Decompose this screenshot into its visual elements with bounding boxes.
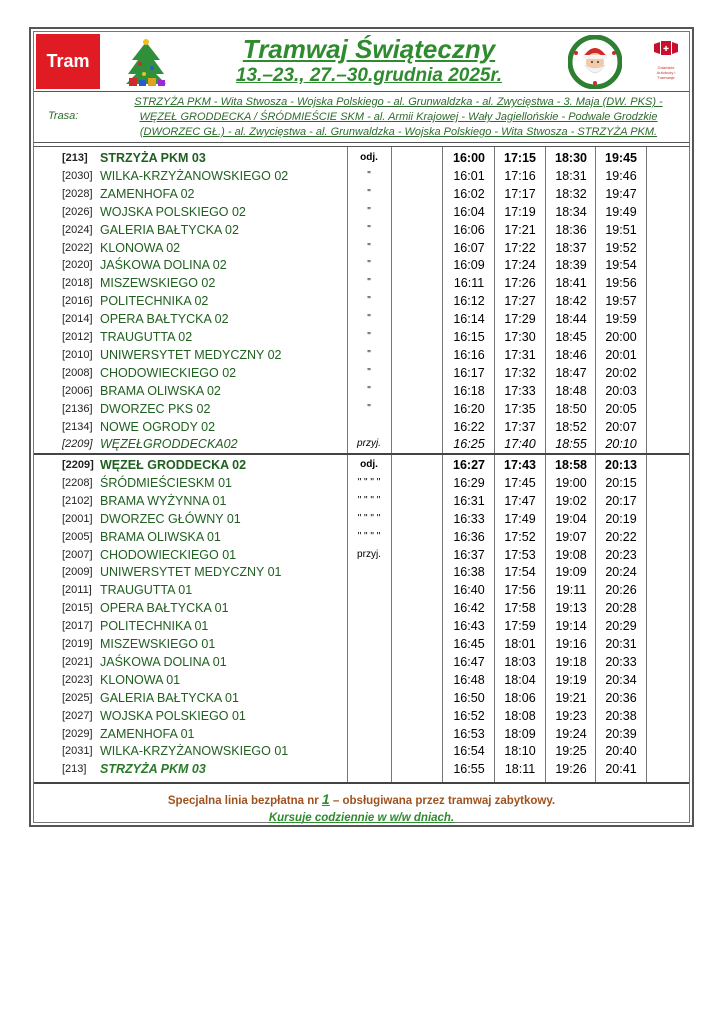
departure-time: 20:07 [605, 419, 637, 434]
departure-time: 16:52 [453, 708, 485, 723]
stop-code: [2030] [62, 169, 93, 182]
departure-time: 19:59 [605, 312, 637, 327]
stop-code: [2102] [62, 494, 93, 507]
departure-time: 18:55 [555, 437, 587, 452]
departure-time: 19:08 [555, 547, 587, 562]
stop-note: " " " " [357, 476, 381, 488]
departure-time: 18:42 [555, 294, 587, 309]
departure-time: 16:11 [453, 276, 485, 291]
stop-code: [2006] [62, 384, 93, 397]
departure-time: 19:14 [555, 619, 587, 634]
stop-code: [2005] [62, 530, 93, 543]
departure-time: 19:46 [605, 168, 637, 183]
stop-code: [2209] [62, 438, 93, 451]
santa-wreath-icon [568, 35, 622, 89]
stop-code: [2011] [62, 584, 92, 597]
departure-time: 20:41 [605, 762, 637, 777]
stop-code: [2012] [62, 331, 93, 343]
stop-name: ŚRÓDMIEŚCIESKM 01 [100, 475, 232, 490]
departure-time: 16:48 [453, 672, 485, 687]
stop-name: DWORZEC PKS 02 [100, 401, 211, 416]
departure-time: 17:58 [504, 601, 536, 616]
departure-time: 19:19 [555, 672, 587, 687]
table-row [34, 456, 689, 474]
timetable-inner [33, 31, 690, 823]
stop-code: [2029] [62, 727, 93, 740]
stop-name: GALERIA BAŁTYCKA 01 [100, 690, 239, 705]
departure-time: 19:23 [555, 708, 587, 723]
stop-code: [2022] [62, 241, 93, 254]
departure-time: 17:27 [504, 294, 536, 309]
departure-time: 16:22 [453, 419, 485, 434]
departure-time: 16:17 [453, 365, 485, 380]
departure-time: 17:21 [504, 222, 536, 237]
departure-time: 17:29 [504, 312, 536, 327]
departure-time: 16:53 [453, 726, 485, 741]
table-row [34, 185, 689, 203]
departure-time: 16:04 [453, 204, 485, 219]
departure-time: 16:31 [453, 493, 485, 508]
stop-code: [2009] [62, 566, 93, 579]
stop-code: [2023] [62, 673, 93, 686]
table-row [34, 310, 689, 328]
table-row [34, 346, 689, 364]
stop-code: [2016] [62, 295, 93, 308]
departure-time: 18:50 [555, 401, 587, 416]
departure-time: 17:33 [504, 383, 536, 398]
stop-name: POLITECHNIKA 02 [100, 294, 209, 309]
departure-time: 19:09 [555, 565, 587, 580]
stop-code: [2209] [62, 459, 94, 471]
stop-name: BRAMA OLIWSKA 01 [100, 529, 221, 544]
stop-code: [2028] [62, 187, 93, 200]
crest-icon [652, 38, 680, 60]
stop-name: WILKA-KRZYŻANOWSKIEGO 02 [100, 168, 289, 183]
stop-name: GALERIA BAŁTYCKA 02 [100, 222, 239, 237]
stop-code: [2031] [62, 745, 93, 758]
departure-time: 18:11 [504, 762, 536, 777]
stop-name: TRAUGUTTA 01 [100, 583, 193, 598]
stop-code: [2027] [62, 709, 93, 722]
departure-time: 19:07 [555, 529, 587, 544]
departure-time: 16:20 [453, 401, 485, 416]
departure-time: 17:53 [504, 547, 536, 562]
departure-time: 18:52 [555, 419, 587, 434]
stop-note: " [367, 223, 371, 235]
stop-name: POLITECHNIKA 01 [100, 619, 209, 634]
departure-time: 20:31 [605, 637, 637, 651]
stop-note: " [367, 259, 371, 271]
departure-time: 18:44 [555, 312, 587, 327]
departure-time: 20:33 [605, 654, 637, 669]
departure-time: 16:25 [453, 437, 485, 452]
departure-time: 20:24 [605, 565, 637, 580]
stop-name: KLONOWA 01 [100, 672, 181, 687]
departure-time: 16:14 [453, 312, 485, 327]
departure-time: 17:49 [504, 511, 536, 526]
departure-time: 16:27 [453, 458, 485, 472]
departure-time: 19:52 [605, 240, 637, 255]
departure-time: 18:46 [555, 347, 587, 362]
stop-note: przyj. [357, 438, 381, 450]
table-row [34, 563, 689, 581]
departure-time: 20:01 [605, 347, 637, 362]
stop-name: NOWE OGRODY 02 [100, 419, 216, 434]
stop-code: [2014] [62, 313, 93, 326]
table-row [34, 725, 689, 743]
route-section [34, 93, 689, 143]
departure-time: 19:18 [555, 654, 587, 669]
stop-name: OPERA BAŁTYCKA 02 [100, 312, 229, 327]
departure-time: 16:55 [453, 762, 485, 777]
departure-time: 20:39 [605, 726, 637, 741]
departure-time: 19:57 [605, 294, 637, 309]
departure-time: 20:05 [605, 401, 637, 416]
stop-name: UNIWERSYTET MEDYCZNY 01 [100, 565, 282, 580]
departure-time: 18:47 [555, 365, 587, 380]
stop-code: [2007] [62, 548, 93, 561]
table-row [34, 239, 689, 257]
departure-time: 17:59 [504, 619, 536, 634]
departure-time: 16:50 [453, 690, 485, 705]
table-row [34, 617, 689, 635]
departure-time: 18:34 [555, 204, 587, 219]
table-row [34, 382, 689, 400]
svg-text:✚: ✚ [663, 45, 669, 53]
stop-note: " [367, 348, 371, 360]
stop-name: STRZYŻA PKM 03 [100, 151, 206, 165]
departure-time: 18:32 [555, 186, 587, 201]
table-row [34, 671, 689, 689]
stop-name: WOJSKA POLSKIEGO 01 [100, 708, 246, 723]
stop-note: " [367, 277, 371, 289]
table-row [34, 546, 689, 564]
stop-note: " [367, 331, 371, 342]
departure-time: 18:48 [555, 383, 587, 398]
stop-code: [213] [62, 152, 88, 164]
table-row [34, 510, 689, 528]
departure-time: 16:12 [453, 294, 485, 309]
departure-time: 19:25 [555, 744, 587, 759]
departure-time: 18:58 [555, 458, 587, 472]
departure-time: 17:40 [504, 437, 536, 452]
footer-line-1 [34, 791, 689, 807]
departure-time: 16:54 [453, 744, 485, 759]
departure-time: 18:41 [555, 276, 587, 291]
table-row [34, 221, 689, 239]
stop-code: [2024] [62, 223, 93, 236]
departure-time: 18:30 [555, 151, 587, 165]
departure-time: 18:06 [504, 690, 536, 705]
departure-time: 18:03 [504, 654, 536, 669]
departure-time: 16:02 [453, 186, 485, 201]
stop-name: WĘZEŁGRODDECKA02 [100, 437, 238, 452]
departure-time: 18:45 [555, 330, 587, 344]
departure-time: 20:00 [605, 330, 637, 344]
stop-code: [2008] [62, 366, 93, 379]
stop-note: " [367, 205, 371, 217]
departure-time: 16:01 [453, 168, 485, 183]
departure-time: 16:29 [453, 475, 485, 490]
departure-time: 16:33 [453, 511, 485, 526]
stop-code: [2019] [62, 638, 93, 650]
stop-code: [2021] [62, 655, 93, 668]
departure-time: 19:24 [555, 726, 587, 741]
stop-note: " [367, 402, 371, 414]
departure-time: 19:11 [555, 583, 587, 598]
stop-code: [2025] [62, 691, 93, 704]
departure-time: 18:31 [555, 168, 587, 183]
departure-time: 18:36 [555, 222, 587, 237]
departure-time: 20:19 [605, 511, 637, 526]
stop-code: [2020] [62, 259, 93, 272]
departure-time: 16:00 [453, 151, 485, 165]
departure-time: 20:29 [605, 619, 637, 634]
page-dates: 13.–23., 27.–30.grudnia 2025r. [235, 65, 503, 86]
departure-time: 17:47 [504, 493, 536, 508]
table-row [34, 528, 689, 546]
departure-time: 18:08 [504, 708, 536, 723]
table-row [34, 599, 689, 617]
departure-time: 18:10 [504, 744, 536, 759]
departure-time: 17:45 [504, 475, 536, 490]
departure-time: 18:39 [555, 258, 587, 273]
table-row [34, 474, 689, 492]
departure-time: 16:42 [453, 601, 485, 616]
stop-name: OPERA BAŁTYCKA 01 [100, 601, 229, 616]
table-row [34, 760, 689, 778]
crest-text: Gdańskie Autobusy i Tramwaje [656, 65, 676, 80]
departure-time: 17:43 [504, 458, 536, 472]
departure-time: 19:45 [605, 151, 637, 165]
departure-time: 20:02 [605, 365, 637, 380]
table-row [34, 707, 689, 725]
tram-badge: Tram [36, 34, 100, 89]
departure-time: 17:37 [504, 419, 536, 434]
table-row [34, 328, 689, 346]
departure-time: 16:09 [453, 258, 485, 273]
table-row [34, 689, 689, 707]
departure-time: 19:49 [605, 204, 637, 219]
departure-time: 17:54 [504, 565, 536, 580]
departure-time: 16:18 [453, 383, 485, 398]
stop-name: JAŚKOWA DOLINA 01 [100, 654, 227, 669]
stop-code: [2208] [62, 476, 93, 489]
departure-time: 19:13 [555, 601, 587, 616]
line-number: 1 [321, 791, 330, 807]
departure-time: 16:45 [453, 637, 485, 651]
stop-name: STRZYŻA PKM 03 [100, 762, 206, 777]
table-row [34, 635, 689, 653]
departure-time: 20:36 [605, 690, 637, 705]
stop-name: ZAMENHOFA 02 [100, 186, 195, 201]
departure-time: 19:26 [555, 762, 587, 777]
table-row [34, 149, 689, 167]
departure-time: 17:26 [504, 276, 536, 291]
departure-time: 19:16 [555, 637, 587, 651]
table-row [34, 418, 689, 436]
departure-time: 16:36 [453, 529, 485, 544]
departure-time: 20:28 [605, 601, 637, 616]
stop-note: " [367, 313, 371, 325]
table-row [34, 492, 689, 510]
departure-time: 19:21 [555, 690, 587, 705]
city-crest [651, 38, 681, 84]
table-row [34, 203, 689, 221]
departure-time: 18:37 [555, 240, 587, 255]
departure-time: 19:04 [555, 511, 587, 526]
departure-time: 16:07 [453, 240, 485, 255]
departure-time: 17:22 [504, 240, 536, 255]
stop-name: WILKA-KRZYŻANOWSKIEGO 01 [100, 744, 289, 759]
stop-name: KLONOWA 02 [100, 240, 181, 255]
stop-note: " [367, 241, 371, 253]
departure-time: 19:56 [605, 276, 637, 291]
stop-note: " " " " [357, 530, 381, 542]
stop-name: ZAMENHOFA 01 [100, 726, 195, 741]
footer-line-1-post: – obsługiwana przez tramwaj zabytkowy. [332, 795, 556, 807]
departure-time: 19:02 [555, 493, 587, 508]
stop-code: [2015] [62, 602, 93, 615]
stop-name: WĘZEŁ GRODDECKA 02 [100, 458, 247, 472]
departure-time: 17:52 [504, 529, 536, 544]
stop-code: [2001] [62, 512, 93, 525]
stop-code: [213] [62, 763, 87, 776]
title-block [204, 34, 534, 88]
departure-time: 20:10 [605, 437, 637, 452]
departure-time: 17:32 [504, 365, 536, 380]
christmas-tree-icon [124, 38, 168, 88]
departure-time: 18:04 [504, 672, 536, 687]
departure-time: 17:19 [504, 204, 536, 219]
stop-note: " [367, 366, 371, 378]
stop-note: " [367, 169, 371, 181]
stop-name: DWORZEC GŁÓWNY 01 [100, 511, 241, 526]
departure-time: 19:47 [605, 186, 637, 201]
table-row [34, 742, 689, 760]
table-row [34, 400, 689, 418]
departure-time: 17:24 [504, 258, 536, 273]
stop-note: przyj. [357, 548, 381, 560]
departure-time: 20:26 [605, 583, 637, 598]
footer-line-1-pre: Specjalna linia bezpłatna nr [167, 795, 319, 807]
stop-name: UNIWERSYTET MEDYCZNY 02 [100, 347, 282, 362]
route-text: STRZYŻA PKM - Wita Stwosza - Wojska Polskiego - al. Grunwaldzka - al. Zwycięstwa - 3. Maja (DW. PKS) - WĘZEŁ GRODDECKA / ŚRÓDMIEŚCIE SKM - al. Armii Krajowej - Wały Jagiellońskie - Podwale Grodzkie (DWORZEC GŁ.) - al. Zwycięstwa - al. Grunwaldzka - Wojska Polskiego - Wita Stwosza - STRZYŻA PKM. [134, 96, 663, 138]
footer [34, 782, 689, 826]
stop-code: [2018] [62, 277, 93, 290]
stop-code: [2136] [62, 402, 93, 415]
stop-note: " [367, 187, 371, 199]
table-row [34, 581, 689, 599]
stop-name: WOJSKA POLSKIEGO 02 [100, 204, 246, 219]
timetable-sheet [29, 27, 694, 827]
footer-line-2: Kursuje codziennie w w/w dniach. [268, 812, 455, 824]
departure-time: 18:09 [504, 726, 536, 741]
stop-name: MISZEWSKIEGO 01 [100, 637, 216, 651]
stop-name: MISZEWSKIEGO 02 [100, 276, 216, 291]
stop-note: " " " " [357, 494, 381, 506]
page-title: Tramwaj Świąteczny [242, 34, 496, 64]
departure-time: 17:16 [504, 168, 536, 183]
departure-time: 20:17 [605, 493, 637, 508]
stop-code: [2010] [62, 348, 93, 361]
stop-name: CHODOWIECKIEGO 01 [100, 547, 237, 562]
departure-time: 18:01 [504, 637, 536, 651]
stop-name: BRAMA WYŻYNNA 01 [100, 493, 227, 508]
stop-code: [2134] [62, 420, 93, 433]
departure-time: 20:13 [605, 458, 637, 472]
departure-time: 20:03 [605, 383, 637, 398]
header [34, 32, 689, 92]
table-row [34, 435, 689, 453]
table-row [34, 364, 689, 382]
departure-time: 17:15 [504, 151, 536, 165]
departure-time: 20:34 [605, 672, 637, 687]
stop-name: BRAMA OLIWSKA 02 [100, 383, 221, 398]
departure-time: 17:30 [504, 330, 536, 344]
departure-time: 20:23 [605, 547, 637, 562]
stop-note: odj. [360, 152, 378, 163]
departure-time: 20:38 [605, 708, 637, 723]
departure-time: 20:15 [605, 475, 637, 490]
stop-name: CHODOWIECKIEGO 02 [100, 365, 237, 380]
departure-time: 19:51 [605, 222, 637, 237]
departure-time: 17:17 [504, 186, 536, 201]
departure-time: 20:40 [605, 744, 637, 759]
stop-code: [2017] [62, 620, 93, 633]
stop-note: " " " " [357, 512, 381, 524]
table-row [34, 292, 689, 310]
table-row [34, 167, 689, 185]
departure-time: 16:40 [453, 583, 485, 598]
route-label: Trasa: [48, 110, 79, 122]
stop-name: TRAUGUTTA 02 [100, 330, 193, 344]
departure-time: 16:43 [453, 619, 485, 634]
stop-code: [2026] [62, 205, 93, 218]
timetable-grid [34, 146, 689, 782]
departure-time: 16:47 [453, 654, 485, 669]
stop-note: odj. [360, 459, 378, 470]
stop-name: JAŚKOWA DOLINA 02 [100, 258, 227, 273]
departure-time: 20:22 [605, 529, 637, 544]
table-row [34, 274, 689, 292]
stop-note: " [367, 384, 371, 396]
departure-time: 16:15 [453, 330, 485, 344]
departure-time: 16:16 [453, 347, 485, 362]
departure-time: 19:54 [605, 258, 637, 273]
table-row [34, 256, 689, 274]
table-row [34, 653, 689, 671]
stop-note: " [367, 295, 371, 307]
departure-time: 17:35 [504, 401, 536, 416]
departure-time: 16:38 [453, 565, 485, 580]
departure-time: 17:31 [504, 347, 536, 362]
departure-time: 19:00 [555, 475, 587, 490]
departure-time: 16:06 [453, 222, 485, 237]
departure-time: 16:37 [453, 547, 485, 562]
departure-time: 17:56 [504, 583, 536, 598]
